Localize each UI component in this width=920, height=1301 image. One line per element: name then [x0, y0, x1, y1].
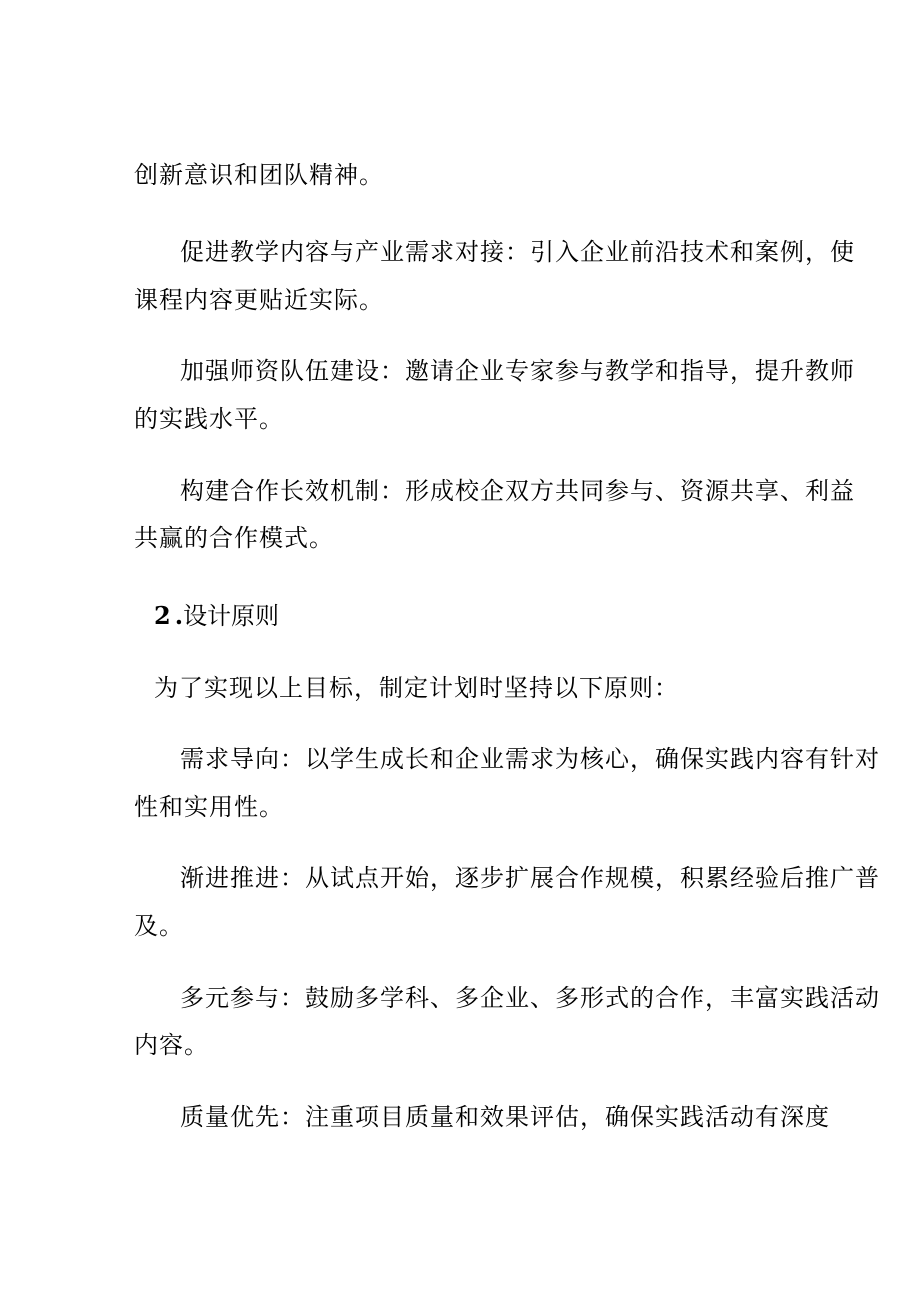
- paragraph-2-line-2: 课程内容更贴近实际。: [134, 286, 384, 314]
- paragraph-1-line-1: 创新意识和团队精神。: [134, 161, 384, 189]
- principle-3-line-2: 内容。: [134, 1031, 209, 1059]
- paragraph-2-line-1: 促进教学内容与产业需求对接：引入企业前沿技术和案例，使: [180, 238, 855, 266]
- intro-line: 为了实现以上目标，制定计划时坚持以下原则：: [154, 674, 679, 702]
- principle-1-line-2: 性和实用性。: [134, 793, 284, 821]
- paragraph-4-line-2: 共赢的合作模式。: [134, 524, 334, 552]
- principle-3-line-1: 多元参与：鼓励多学科、多企业、多形式的合作，丰富实践活动: [180, 984, 880, 1012]
- principle-2-line-1: 渐进推进：从试点开始，逐步扩展合作规模，积累经验后推广普: [180, 864, 880, 892]
- paragraph-4-line-1: 构建合作长效机制：形成校企双方共同参与、资源共享、利益: [180, 477, 855, 505]
- principle-2-line-2: 及。: [134, 912, 184, 940]
- section-number: 2: [154, 601, 175, 630]
- paragraph-3-line-1: 加强师资队伍建设：邀请企业专家参与教学和指导，提升教师: [180, 357, 855, 385]
- section-title: 设计原则: [183, 602, 280, 630]
- section-dot: .: [174, 601, 184, 630]
- paragraph-3-line-2: 的实践水平。: [134, 405, 284, 433]
- principle-4-line-1: 质量优先：注重项目质量和效果评估，确保实践活动有深度: [180, 1103, 830, 1131]
- section-heading: [154, 601, 279, 631]
- principle-1-line-1: 需求导向：以学生成长和企业需求为核心，确保实践内容有针对: [180, 745, 880, 773]
